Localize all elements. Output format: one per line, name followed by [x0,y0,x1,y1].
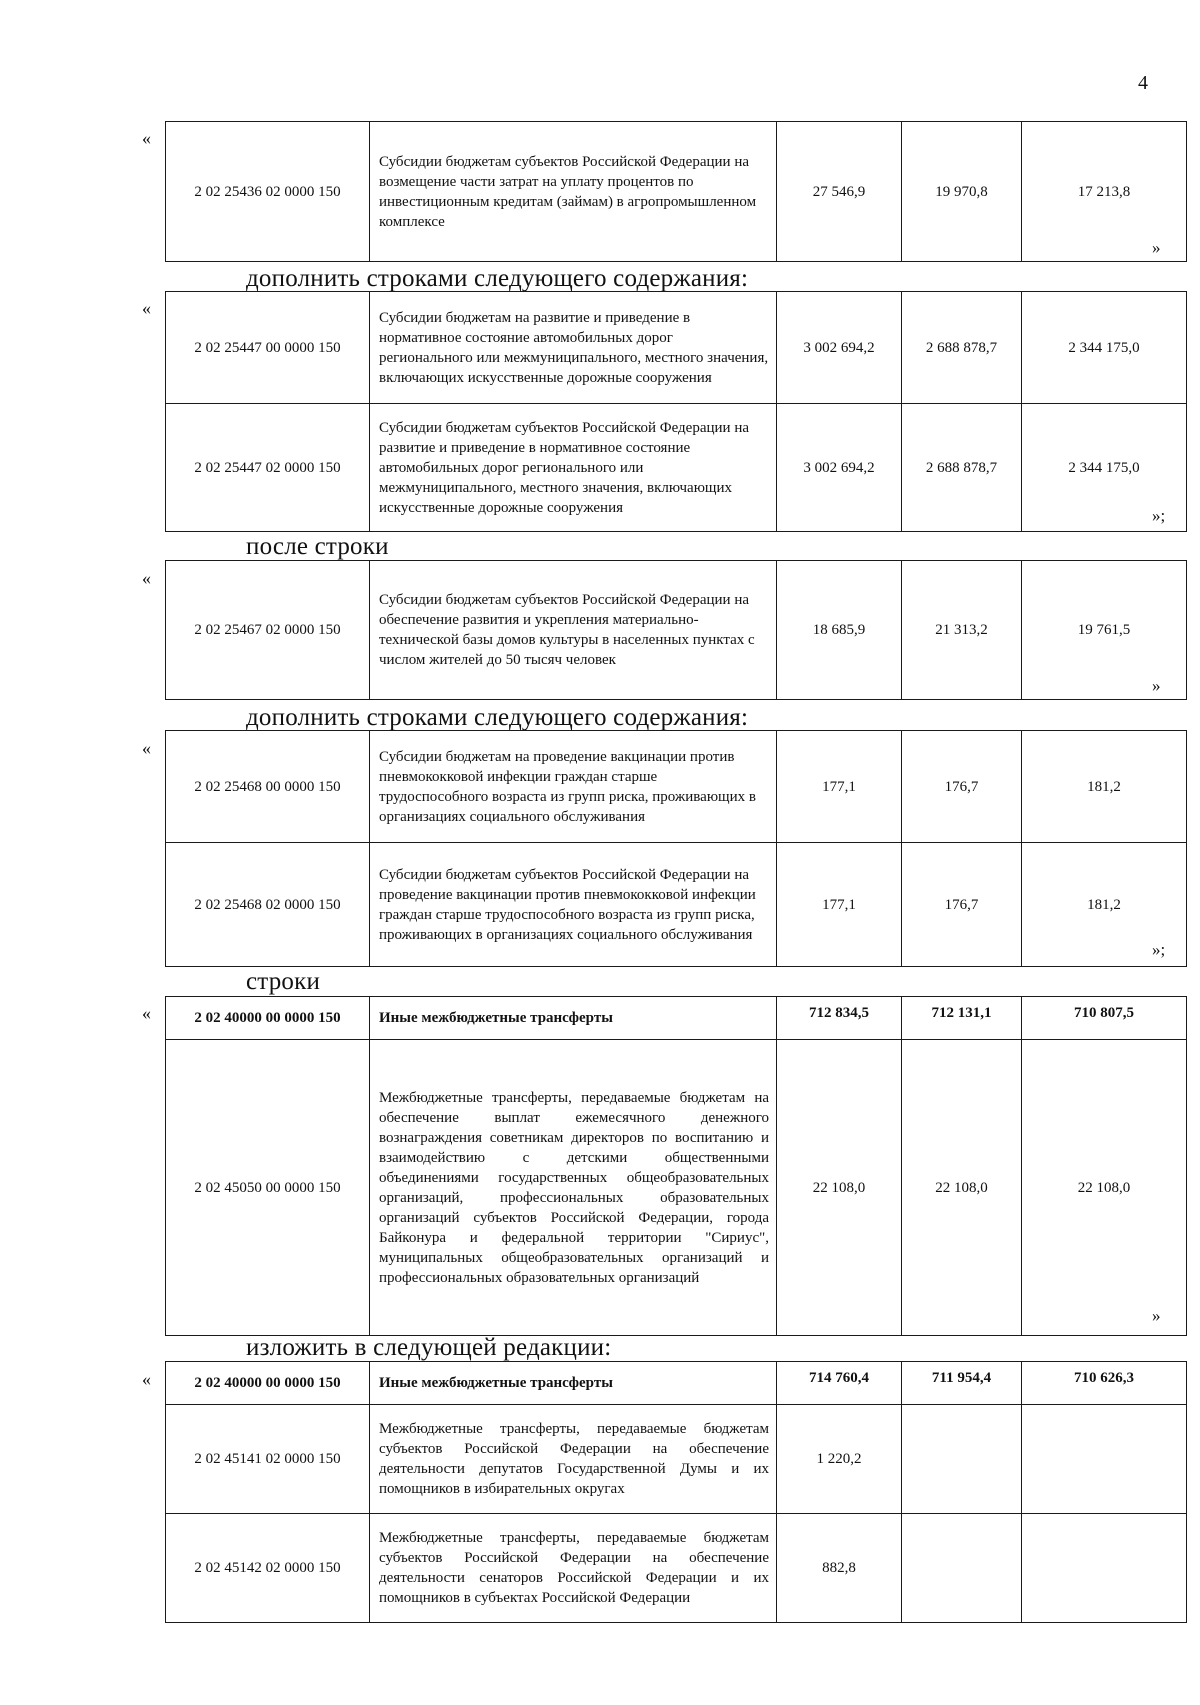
budget-table [165,291,1187,532]
page-number: 4 [1138,72,1148,94]
budget-table [165,730,1187,967]
row-description: Межбюджетные трансферты, передаваемые бюджетам субъектов Российской Федерации на обеспечение деятельности депутатов Государственной Думы и их помощников в избирательных округах [370,1405,777,1514]
value-year-2: 21 313,2 [902,561,1022,700]
value-year-1: 1 220,2 [777,1405,902,1514]
value-year-2: 2 688 878,7 [902,292,1022,404]
budget-code: 2 02 25467 02 0000 150 [166,561,370,700]
row-description: Межбюджетные трансферты, передаваемые бюджетам субъектов Российской Федерации на обеспечение деятельности сенаторов Российской Федерации и их помощников в субъектах Российской Федерации [370,1514,777,1623]
table-row [166,1514,1187,1623]
section-heading: после строки [246,533,389,560]
section-heading: строки [246,968,321,995]
budget-code: 2 02 25436 02 0000 150 [166,122,370,262]
value-year-2 [902,1514,1022,1623]
budget-table [165,560,1187,700]
row-description: Иные межбюджетные трансферты [370,997,777,1040]
value-year-3 [1022,1514,1187,1623]
value-year-1: 712 834,5 [777,997,902,1040]
table-row [166,1362,1187,1405]
budget-code: 2 02 40000 00 0000 150 [166,997,370,1040]
row-description: Субсидии бюджетам на развитие и приведение в нормативное состояние автомобильных дорог регионального или межмуниципального, местного значения, включающих искусственные дорожные сооружения [370,292,777,404]
value-year-2: 711 954,4 [902,1362,1022,1405]
budget-code: 2 02 25447 02 0000 150 [166,404,370,532]
table-row [166,1040,1187,1336]
value-year-2: 22 108,0 [902,1040,1022,1336]
row-description: Субсидии бюджетам субъектов Российской Федерации на проведение вакцинации против пневмококковой инфекции граждан старше трудоспособного возраста из групп риска, проживающих в организациях социального обслуживания [370,843,777,967]
table-row [166,561,1187,700]
value-year-3: 2 344 175,0 [1022,404,1187,532]
quote-open: « [142,1369,151,1389]
value-year-3 [1022,1405,1187,1514]
table-row [166,122,1187,262]
value-year-2: 712 131,1 [902,997,1022,1040]
value-year-1: 177,1 [777,731,902,843]
quote-open: « [142,298,151,318]
value-year-1: 27 546,9 [777,122,902,262]
quote-close: » [1152,238,1161,257]
value-year-2: 19 970,8 [902,122,1022,262]
value-year-1: 18 685,9 [777,561,902,700]
row-description: Субсидии бюджетам субъектов Российской Федерации на возмещение части затрат на уплату процентов по инвестиционным кредитам (займам) в агропромышленном комплексе [370,122,777,262]
row-description: Иные межбюджетные трансферты [370,1362,777,1405]
budget-table [165,1361,1187,1623]
section-heading: дополнить строками следующего содержания: [246,704,749,731]
table-row [166,404,1187,532]
table-row [166,843,1187,967]
row-description: Субсидии бюджетам субъектов Российской Федерации на развитие и приведение в нормативное состояние автомобильных дорог регионального или межмуниципального, местного значения, включающих искусственные дорожные сооружения [370,404,777,532]
value-year-1: 714 760,4 [777,1362,902,1405]
value-year-1: 22 108,0 [777,1040,902,1336]
value-year-1: 3 002 694,2 [777,404,902,532]
value-year-1: 882,8 [777,1514,902,1623]
quote-close: » [1152,676,1161,695]
row-description: Межбюджетные трансферты, передаваемые бюджетам на обеспечение выплат ежемесячного денежного вознаграждения советникам директоров по воспитанию и взаимодействию с детскими общественными объединениями государственных общеобразовательных организаций, профессиональных образовательных организаций субъектов Российской Федерации, города Байконура и федеральной территории "Сириус", муниципальных общеобразовательных организаций и профессиональных образовательных организаций [370,1040,777,1336]
budget-table [165,121,1187,262]
budget-code: 2 02 45141 02 0000 150 [166,1405,370,1514]
value-year-2: 176,7 [902,843,1022,967]
quote-open: « [142,738,151,758]
quote-open: « [142,568,151,588]
row-description: Субсидии бюджетам на проведение вакцинации против пневмококковой инфекции граждан старше трудоспособного возраста из групп риска, проживающих в организациях социального обслуживания [370,731,777,843]
value-year-1: 177,1 [777,843,902,967]
quote-close: » [1152,1306,1161,1325]
value-year-3: 181,2 [1022,731,1187,843]
quote-close: »; [1152,940,1166,959]
budget-code: 2 02 45142 02 0000 150 [166,1514,370,1623]
value-year-3: 17 213,8 [1022,122,1187,262]
value-year-1: 3 002 694,2 [777,292,902,404]
budget-code: 2 02 45050 00 0000 150 [166,1040,370,1336]
quote-open: « [142,1003,151,1023]
value-year-2: 176,7 [902,731,1022,843]
section-heading: изложить в следующей редакции: [246,1334,612,1361]
budget-code: 2 02 25468 00 0000 150 [166,731,370,843]
table-row [166,292,1187,404]
budget-table [165,996,1187,1336]
value-year-3: 2 344 175,0 [1022,292,1187,404]
quote-open: « [142,128,151,148]
budget-code: 2 02 25447 00 0000 150 [166,292,370,404]
value-year-2 [902,1405,1022,1514]
table-row [166,731,1187,843]
quote-close: »; [1152,506,1166,525]
value-year-3: 710 626,3 [1022,1362,1187,1405]
budget-code: 2 02 25468 02 0000 150 [166,843,370,967]
table-row [166,1405,1187,1514]
value-year-2: 2 688 878,7 [902,404,1022,532]
budget-code: 2 02 40000 00 0000 150 [166,1362,370,1405]
row-description: Субсидии бюджетам субъектов Российской Федерации на обеспечение развития и укрепления материально-технической базы домов культуры в населенных пунктах с числом жителей до 50 тысяч человек [370,561,777,700]
section-heading: дополнить строками следующего содержания: [246,265,749,292]
value-year-3: 710 807,5 [1022,997,1187,1040]
value-year-3: 19 761,5 [1022,561,1187,700]
value-year-3: 22 108,0 [1022,1040,1187,1336]
value-year-3: 181,2 [1022,843,1187,967]
table-row [166,997,1187,1040]
